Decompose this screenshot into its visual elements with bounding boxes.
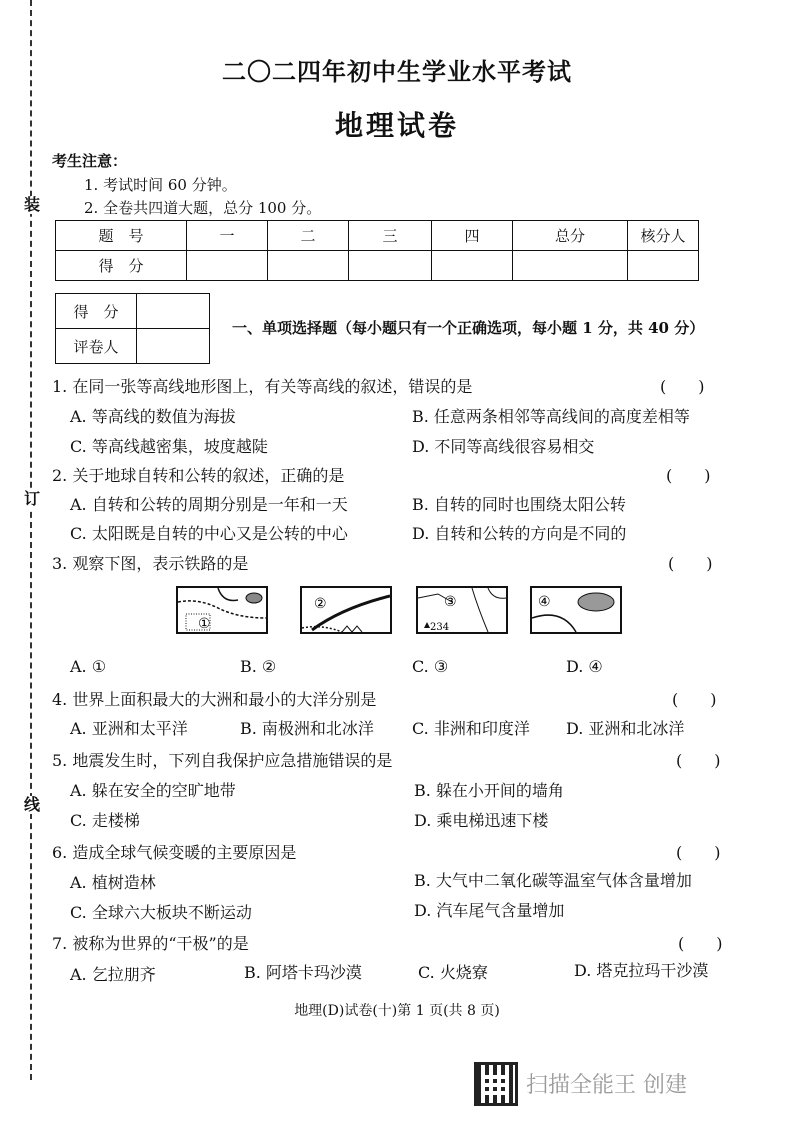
binding-char-xian: 线 xyxy=(24,795,41,814)
score-cell[interactable] xyxy=(432,251,513,281)
score-cell[interactable] xyxy=(513,251,628,281)
score-table xyxy=(55,220,699,281)
question-4-answer-paren[interactable]: ( ) xyxy=(672,690,717,709)
score-table-header-3: 三 xyxy=(349,221,432,251)
binding-char-zhuang: 装 xyxy=(24,195,41,214)
question-3-option-a: A. ① xyxy=(70,657,107,676)
question-1-option-d: D. 不同等高线很容易相交 xyxy=(412,437,595,456)
question-3-answer-paren[interactable]: ( ) xyxy=(668,554,713,573)
score-table-header-checker: 核分人 xyxy=(628,221,699,251)
notice-item-1: 1. 考试时间 60 分钟。 xyxy=(84,176,237,194)
score-table-header-4: 四 xyxy=(432,221,513,251)
question-7-option-b: B. 阿塔卡玛沙漠 xyxy=(244,963,362,982)
question-6-answer-paren[interactable]: ( ) xyxy=(676,843,721,862)
grader-name-label: 评卷人 xyxy=(56,329,137,364)
grader-score-label: 得 分 xyxy=(56,294,137,329)
map-figure-1 xyxy=(176,586,268,634)
question-7-answer-paren[interactable]: ( ) xyxy=(678,934,723,953)
score-table-header-2: 二 xyxy=(268,221,349,251)
grader-name-cell[interactable] xyxy=(137,329,210,364)
question-5-option-a: A. 躲在安全的空旷地带 xyxy=(70,781,236,800)
score-table-header-total: 总分 xyxy=(513,221,628,251)
score-cell[interactable] xyxy=(628,251,699,281)
map-1-drawing xyxy=(178,588,266,632)
question-2-stem: 2. 关于地球自转和公转的叙述，正确的是 xyxy=(52,466,345,485)
question-4-option-d: D. 亚洲和北冰洋 xyxy=(566,719,685,738)
question-1-stem: 1. 在同一张等高线地形图上，有关等高线的叙述，错误的是 xyxy=(52,377,473,396)
question-5-answer-paren[interactable]: ( ) xyxy=(676,751,721,770)
question-4-option-c: C. 非洲和印度洋 xyxy=(412,719,530,738)
score-cell[interactable] xyxy=(187,251,268,281)
question-4-option-b: B. 南极洲和北冰洋 xyxy=(240,719,374,738)
map-figure-3 xyxy=(416,586,508,634)
question-1-option-b: B. 任意两条相邻等高线间的高度差相等 xyxy=(412,407,690,426)
notice-item-2: 2. 全卷共四道大题，总分 100 分。 xyxy=(84,199,322,217)
binding-dashed-line xyxy=(30,0,32,1080)
question-6-stem: 6. 造成全球气候变暖的主要原因是 xyxy=(52,843,297,862)
section-heading: 一、单项选择题（每小题只有一个正确选项，每小题 1 分，共 40 分） xyxy=(232,319,705,337)
question-6-option-c: C. 全球六大板块不断运动 xyxy=(70,903,252,922)
question-7-option-d: D. 塔克拉玛干沙漠 xyxy=(574,961,709,980)
map-4-label: ④ xyxy=(538,594,551,610)
map-3-drawing xyxy=(418,588,506,632)
qr-code-icon xyxy=(474,1062,518,1106)
map-4-drawing xyxy=(532,588,620,632)
score-cell[interactable] xyxy=(349,251,432,281)
question-2-option-d: D. 自转和公转的方向是不同的 xyxy=(412,524,627,543)
question-5-option-c: C. 走楼梯 xyxy=(70,811,140,830)
grader-score-cell[interactable] xyxy=(137,294,210,329)
question-2-answer-paren[interactable]: ( ) xyxy=(666,466,711,485)
question-5-option-d: D. 乘电梯迅速下楼 xyxy=(414,811,549,830)
map-3-elevation: 234 xyxy=(430,622,450,632)
map-figure-4 xyxy=(530,586,622,634)
score-cell[interactable] xyxy=(268,251,349,281)
question-5-stem: 5. 地震发生时，下列自我保护应急措施错误的是 xyxy=(52,751,393,770)
question-1-answer-paren[interactable]: ( ) xyxy=(660,377,705,396)
score-table-header-1: 一 xyxy=(187,221,268,251)
page-footer: 地理(D)试卷(十)第 1 页(共 8 页) xyxy=(294,1003,500,1019)
map-1-label: ① xyxy=(198,616,211,632)
question-3-option-b: B. ② xyxy=(240,657,277,676)
binding-char-ding: 订 xyxy=(24,489,41,508)
question-2-option-a: A. 自转和公转的周期分别是一年和一天 xyxy=(70,495,348,514)
question-7-option-a: A. 乞拉朋齐 xyxy=(70,965,156,984)
question-6-option-b: B. 大气中二氧化碳等温室气体含量增加 xyxy=(414,871,692,890)
question-7-stem: 7. 被称为世界的“干极”的是 xyxy=(52,934,249,953)
question-4-stem: 4. 世界上面积最大的大洲和最小的大洋分别是 xyxy=(52,690,377,709)
question-5-option-b: B. 躲在小开间的墙角 xyxy=(414,781,564,800)
question-1-option-c: C. 等高线越密集，坡度越陡 xyxy=(70,437,268,456)
map-figure-2 xyxy=(300,586,392,634)
notice-heading: 考生注意： xyxy=(52,152,128,170)
question-1-option-a: A. 等高线的数值为海拔 xyxy=(70,407,236,426)
question-6-option-d: D. 汽车尾气含量增加 xyxy=(414,901,565,920)
question-2-option-b: B. 自转的同时也围绕太阳公转 xyxy=(412,495,626,514)
map-2-label: ② xyxy=(314,596,327,612)
question-6-option-a: A. 植树造林 xyxy=(70,873,156,892)
question-3-option-c: C. ③ xyxy=(412,657,449,676)
map-2-drawing xyxy=(302,588,390,632)
map-3-label: ③ xyxy=(444,594,457,610)
grader-box xyxy=(55,293,210,364)
question-7-option-c: C. 火烧寮 xyxy=(418,963,488,982)
score-table-row-label: 得 分 xyxy=(56,251,187,281)
question-3-option-d: D. ④ xyxy=(566,657,603,676)
question-3-stem: 3. 观察下图，表示铁路的是 xyxy=(52,554,249,573)
question-2-option-c: C. 太阳既是自转的中心又是公转的中心 xyxy=(70,524,348,543)
subject-title: 地理试卷 xyxy=(334,109,459,142)
scanner-watermark: 扫描全能王 创建 xyxy=(526,1073,687,1098)
question-4-option-a: A. 亚洲和太平洋 xyxy=(70,719,188,738)
exam-title: 二〇二四年初中生学业水平考试 xyxy=(222,57,572,86)
score-table-header-question: 题 号 xyxy=(56,221,187,251)
